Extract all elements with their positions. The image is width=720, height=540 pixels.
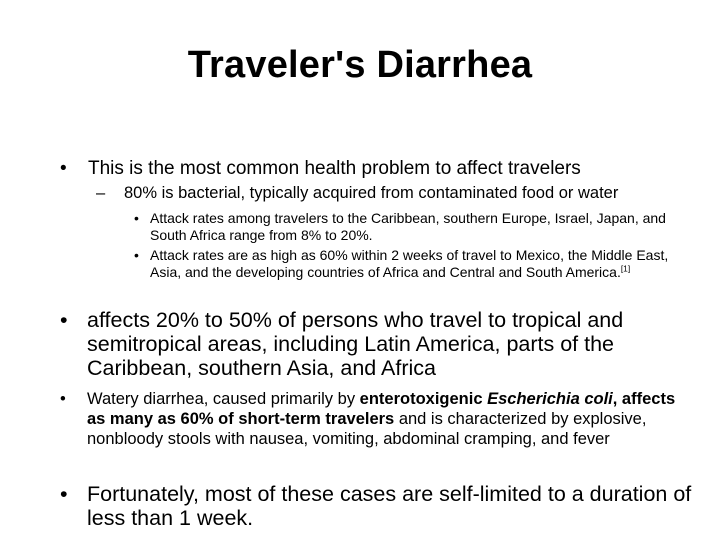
bullet-text-wrapper [150,247,694,281]
bullet-text: Attack rates among travelers to the Caribbean, southern Europe, Israel, Japan, and South Africa range from 8% to 20%. [150,210,666,243]
bullet-text: Fortunately, most of these cases are self-limited to a duration of less than 1 week. [87,482,692,530]
bullet-text: Attack rates are as high as 60% within 2 weeks of travel to Mexico, the Middle East, Asia, and the developing countries of Africa and Central and South America. [150,247,669,280]
bullet-marker: • [60,482,68,506]
bullet-marker: • [60,158,67,179]
slide-title: Traveler's Diarrhea [187,44,533,86]
dash-marker: – [96,184,106,202]
bullet-level3-attack-rates-caribbean [134,210,694,244]
bullet-text: This is the most common health problem to affect travelers [88,158,581,179]
bullet-level1-common-problem [60,158,680,180]
reference-superscript: [1] [620,263,631,274]
bullet-level1-affects-percent [60,308,690,380]
bullet-level1-self-limited [60,482,700,530]
bullet-marker: • [134,210,139,226]
text-run-bold: , affects as many as 60% of short-term travelers [87,390,676,428]
bullet-text: 80% is bacterial, typically acquired from contaminated food or water [124,184,619,202]
bullet-level2-bacterial [96,183,706,203]
bullet-marker: • [134,247,139,263]
text-run-plain: Watery diarrhea, caused primarily by [87,390,360,408]
bullet-level3-attack-rates-mexico [134,247,694,281]
text-run-bold: enterotoxigenic [359,390,488,408]
bullet-text: affects 20% to 50% of persons who travel to tropical and semitropical areas, including Latin America, parts of the Caribbean, southern Asia, and Africa [87,308,624,380]
bullet-marker: • [60,390,66,408]
bullet-marker: • [60,308,68,332]
text-run-plain: and is characterized by explosive, nonbloody stools with nausea, vomiting, abdominal cramping, and fever [87,410,647,448]
text-run-bold-italic: Escherichia coli [487,390,613,408]
bullet-text-wrapper [87,389,680,449]
bullet-level1-watery-diarrhea [60,389,680,449]
